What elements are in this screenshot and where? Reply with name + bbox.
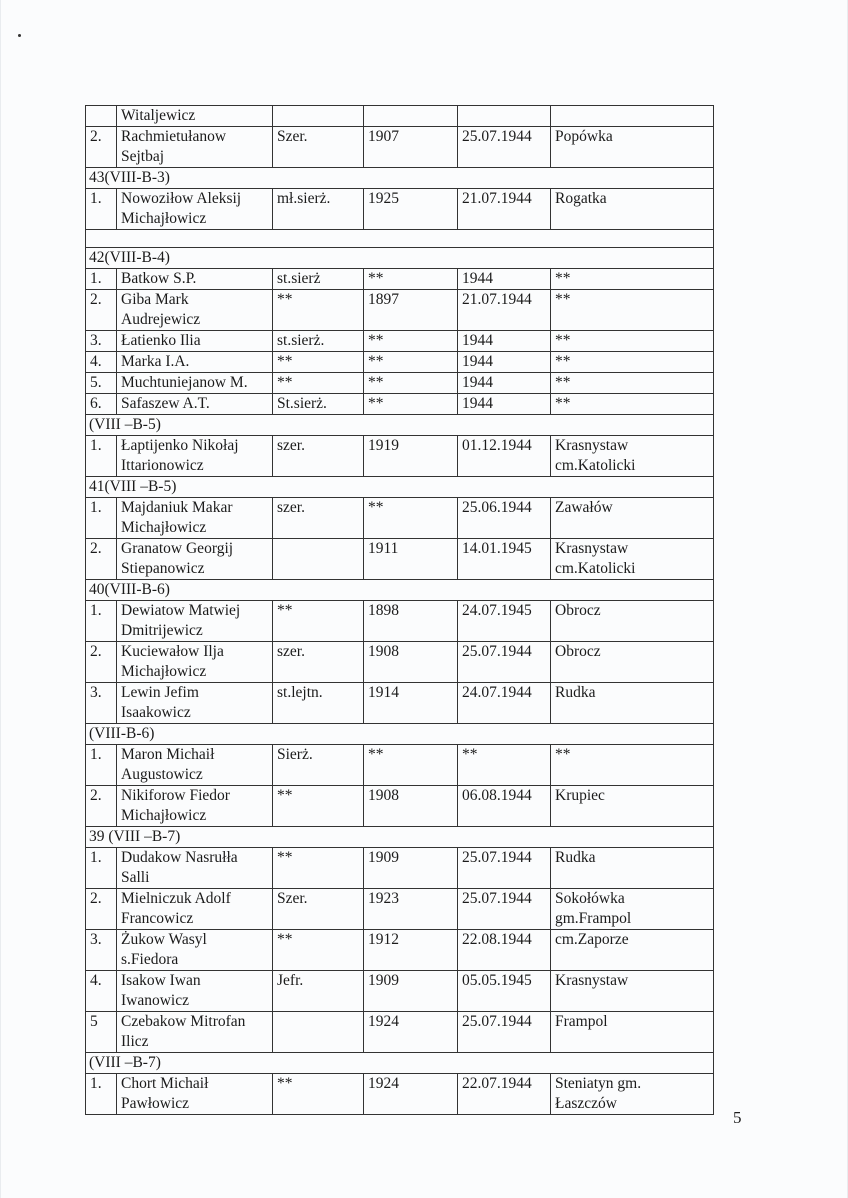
register-body xyxy=(86,106,714,1115)
place-line: cm.Katolicki xyxy=(555,457,636,474)
place-line: Krasnystaw xyxy=(555,540,629,557)
register-row xyxy=(86,269,714,290)
place-line: ** xyxy=(555,395,571,412)
death-date: 25.07.1944 xyxy=(458,127,551,168)
birth-year: 1897 xyxy=(364,290,458,331)
register-row xyxy=(86,436,714,477)
register-row xyxy=(86,352,714,373)
name-line: Łaptijenko Nikołaj xyxy=(121,437,239,454)
birth-year: 1919 xyxy=(364,436,458,477)
death-date: 25.06.1944 xyxy=(458,498,551,539)
birth-year: 1909 xyxy=(364,971,458,1012)
burial-place xyxy=(551,683,714,724)
register-row xyxy=(86,394,714,415)
name-line: Majdaniuk Makar xyxy=(121,499,233,516)
register-row xyxy=(86,642,714,683)
place-line: Rogatka xyxy=(555,190,607,207)
death-date: 1944 xyxy=(458,373,551,394)
place-line: Rudka xyxy=(555,849,596,866)
soldier-name xyxy=(117,1074,273,1115)
register-row xyxy=(86,539,714,580)
death-date: 1944 xyxy=(458,394,551,415)
name-line: Chort Michaił xyxy=(121,1075,209,1092)
place-line: ** xyxy=(555,746,571,763)
military-rank: Szer. xyxy=(273,127,364,168)
place-line: Sokołówka xyxy=(555,890,625,907)
name-line: s.Fiedora xyxy=(121,951,179,968)
place-line: ** xyxy=(555,353,571,370)
name-line: Safaszew A.T. xyxy=(121,395,210,412)
place-line: gm.Frampol xyxy=(555,910,632,927)
military-rank: mł.sierż. xyxy=(273,189,364,230)
row-number: 1. xyxy=(86,745,117,786)
death-date: 1944 xyxy=(458,331,551,352)
soldier-name xyxy=(117,331,273,352)
burial-place xyxy=(551,1012,714,1053)
burial-place xyxy=(551,189,714,230)
birth-year: 1909 xyxy=(364,848,458,889)
place-line: ** xyxy=(555,270,571,287)
birth-year: 1911 xyxy=(364,539,458,580)
name-line: Żukow Wasyl xyxy=(121,931,207,948)
soldier-name xyxy=(117,290,273,331)
birth-year: ** xyxy=(364,331,458,352)
name-line: Stiepanowicz xyxy=(121,560,205,577)
birth-year: 1898 xyxy=(364,601,458,642)
place-line: Steniatyn gm. xyxy=(555,1075,642,1092)
death-date: 24.07.1945 xyxy=(458,601,551,642)
soldier-name xyxy=(117,848,273,889)
row-number: 4. xyxy=(86,352,117,373)
military-rank: ** xyxy=(273,1074,364,1115)
death-date: 21.07.1944 xyxy=(458,189,551,230)
soldier-name xyxy=(117,106,273,127)
burial-place xyxy=(551,436,714,477)
place-line: Krasnystaw xyxy=(555,437,629,454)
burial-place xyxy=(551,373,714,394)
register-row xyxy=(86,930,714,971)
burial-place xyxy=(551,745,714,786)
name-line: Czebakow Mitrofan xyxy=(121,1013,246,1030)
row-number: 2. xyxy=(86,539,117,580)
row-number: 2. xyxy=(86,290,117,331)
name-line: Nowoziłow Aleksij xyxy=(121,190,242,207)
death-date: 1944 xyxy=(458,352,551,373)
register-row xyxy=(86,786,714,827)
name-line: Dudakow Nasrułła xyxy=(121,849,238,866)
military-rank: ** xyxy=(273,601,364,642)
soldier-name xyxy=(117,683,273,724)
name-line: Ilicz xyxy=(121,1033,149,1050)
name-line: Michajłowicz xyxy=(121,663,207,680)
register-row xyxy=(86,1074,714,1115)
row-number: 5. xyxy=(86,373,117,394)
name-line: Kuciewałow Ilja xyxy=(121,643,224,660)
soldier-name xyxy=(117,352,273,373)
register-row xyxy=(86,106,714,127)
name-line: Maron Michaił xyxy=(121,746,215,763)
death-date: 05.05.1945 xyxy=(458,971,551,1012)
section-header-row xyxy=(86,827,714,848)
birth-year: ** xyxy=(364,394,458,415)
birth-year: 1924 xyxy=(364,1074,458,1115)
row-number: 1. xyxy=(86,269,117,290)
place-line: Obrocz xyxy=(555,602,601,619)
death-date: 1944 xyxy=(458,269,551,290)
birth-year xyxy=(364,106,458,127)
soldier-name xyxy=(117,930,273,971)
register-row xyxy=(86,601,714,642)
name-line: Marka I.A. xyxy=(121,353,190,370)
burial-place xyxy=(551,642,714,683)
soldier-name xyxy=(117,394,273,415)
place-line: Frampol xyxy=(555,1013,608,1030)
military-rank: szer. xyxy=(273,642,364,683)
name-line: Salli xyxy=(121,869,150,886)
military-rank: Sierż. xyxy=(273,745,364,786)
military-rank: ** xyxy=(273,786,364,827)
birth-year: 1908 xyxy=(364,642,458,683)
name-line: Francowicz xyxy=(121,910,194,927)
military-rank xyxy=(273,1012,364,1053)
row-number: 2. xyxy=(86,642,117,683)
name-line: Michajłowicz xyxy=(121,519,207,536)
row-number xyxy=(86,106,117,127)
place-line: Popówka xyxy=(555,128,613,145)
burial-place xyxy=(551,601,714,642)
row-number: 1. xyxy=(86,1074,117,1115)
section-header-row xyxy=(86,724,714,745)
death-date: 22.07.1944 xyxy=(458,1074,551,1115)
section-label: 42(VIII-B-4) xyxy=(86,248,714,269)
soldier-name xyxy=(117,498,273,539)
birth-year: ** xyxy=(364,498,458,539)
birth-year: 1908 xyxy=(364,786,458,827)
section-header-row xyxy=(86,168,714,189)
name-line: Rachmietułanow xyxy=(121,128,227,145)
burial-place xyxy=(551,106,714,127)
death-date: 21.07.1944 xyxy=(458,290,551,331)
section-label: (VIII-B-6) xyxy=(86,724,714,745)
row-number: 1. xyxy=(86,436,117,477)
name-line: Dewiatow Matwiej xyxy=(121,602,241,619)
row-number: 2. xyxy=(86,127,117,168)
row-number: 3. xyxy=(86,331,117,352)
place-line: cm.Zaporze xyxy=(555,931,629,948)
place-line: Krasnystaw xyxy=(555,972,629,989)
place-line: Rudka xyxy=(555,684,596,701)
section-label: 40(VIII-B-6) xyxy=(86,580,714,601)
soldier-name xyxy=(117,373,273,394)
military-rank: ** xyxy=(273,848,364,889)
burial-place xyxy=(551,971,714,1012)
military-rank: ** xyxy=(273,930,364,971)
row-number: 1. xyxy=(86,848,117,889)
place-line: Łaszczów xyxy=(555,1095,617,1112)
section-header-row xyxy=(86,1053,714,1074)
name-line: Nikiforow Fiedor xyxy=(121,787,230,804)
row-number: 1. xyxy=(86,189,117,230)
burial-place xyxy=(551,269,714,290)
death-date: 01.12.1944 xyxy=(458,436,551,477)
burial-place xyxy=(551,930,714,971)
register-row xyxy=(86,683,714,724)
military-rank xyxy=(273,106,364,127)
row-number: 4. xyxy=(86,971,117,1012)
soldier-name xyxy=(117,889,273,930)
birth-year: 1925 xyxy=(364,189,458,230)
row-number: 6. xyxy=(86,394,117,415)
death-date: 25.07.1944 xyxy=(458,642,551,683)
name-line: Łatienko Ilia xyxy=(121,332,201,349)
military-rank: st.sierż. xyxy=(273,331,364,352)
page-number: 5 xyxy=(733,1108,742,1127)
death-date: ** xyxy=(458,745,551,786)
burial-place xyxy=(551,331,714,352)
military-rank: Szer. xyxy=(273,889,364,930)
soldier-name xyxy=(117,539,273,580)
military-rank: Jefr. xyxy=(273,971,364,1012)
name-line: Dmitrijewicz xyxy=(121,622,203,639)
death-date: 25.07.1944 xyxy=(458,848,551,889)
register-row xyxy=(86,971,714,1012)
name-line: Muchtuniejanow M. xyxy=(121,374,248,391)
military-rank: st.sierż xyxy=(273,269,364,290)
military-rank: szer. xyxy=(273,498,364,539)
register-row xyxy=(86,848,714,889)
military-rank: st.lejtn. xyxy=(273,683,364,724)
soldier-name xyxy=(117,971,273,1012)
soldier-name xyxy=(117,436,273,477)
burial-place xyxy=(551,498,714,539)
row-number: 5 xyxy=(86,1012,117,1053)
row-number: 1. xyxy=(86,601,117,642)
burial-register-table xyxy=(85,105,714,1115)
row-number: 1. xyxy=(86,498,117,539)
military-rank: ** xyxy=(273,373,364,394)
section-label: 41(VIII –B-5) xyxy=(86,477,714,498)
section-header-row xyxy=(86,580,714,601)
register-row xyxy=(86,290,714,331)
name-line: Witaljewicz xyxy=(121,107,196,124)
military-rank: St.sierż. xyxy=(273,394,364,415)
name-line: Granatow Georgij xyxy=(121,540,234,557)
birth-year: ** xyxy=(364,269,458,290)
row-number: 2. xyxy=(86,786,117,827)
section-label: (VIII –B-5) xyxy=(86,415,714,436)
soldier-name xyxy=(117,189,273,230)
burial-place xyxy=(551,539,714,580)
blank-row xyxy=(86,230,714,248)
name-line: Mielniczuk Adolf xyxy=(121,890,231,907)
place-line: ** xyxy=(555,332,571,349)
place-line: ** xyxy=(555,291,571,308)
name-line: Michajłowicz xyxy=(121,807,207,824)
name-line: Lewin Jefim xyxy=(121,684,199,701)
blank-cell xyxy=(86,230,714,248)
name-line: Pawłowicz xyxy=(121,1095,190,1112)
soldier-name xyxy=(117,786,273,827)
birth-year: ** xyxy=(364,373,458,394)
row-number: 2. xyxy=(86,889,117,930)
name-line: Sejtbaj xyxy=(121,148,165,165)
name-line: Ittarionowicz xyxy=(121,457,204,474)
military-rank: ** xyxy=(273,352,364,373)
name-line: Iwanowicz xyxy=(121,992,189,1009)
register-row xyxy=(86,745,714,786)
burial-place xyxy=(551,848,714,889)
register-row xyxy=(86,889,714,930)
birth-year: 1912 xyxy=(364,930,458,971)
place-line: Krupiec xyxy=(555,787,605,804)
name-line: Audrejewicz xyxy=(121,311,201,328)
birth-year: 1923 xyxy=(364,889,458,930)
register-row xyxy=(86,373,714,394)
soldier-name xyxy=(117,127,273,168)
name-line: Batkow S.P. xyxy=(121,270,197,287)
scan-speck xyxy=(18,34,21,37)
section-label: 39 (VIII –B-7) xyxy=(86,827,714,848)
soldier-name xyxy=(117,1012,273,1053)
soldier-name xyxy=(117,601,273,642)
death-date: 24.07.1944 xyxy=(458,683,551,724)
register-row xyxy=(86,127,714,168)
birth-year: 1924 xyxy=(364,1012,458,1053)
name-line: Isakow Iwan xyxy=(121,972,201,989)
place-line: Zawałów xyxy=(555,499,613,516)
soldier-name xyxy=(117,642,273,683)
military-rank: szer. xyxy=(273,436,364,477)
section-header-row xyxy=(86,477,714,498)
birth-year: 1907 xyxy=(364,127,458,168)
birth-year: 1914 xyxy=(364,683,458,724)
burial-place xyxy=(551,889,714,930)
death-date: 25.07.1944 xyxy=(458,1012,551,1053)
death-date: 22.08.1944 xyxy=(458,930,551,971)
burial-place xyxy=(551,290,714,331)
burial-place xyxy=(551,394,714,415)
military-rank: ** xyxy=(273,290,364,331)
row-number: 3. xyxy=(86,930,117,971)
burial-place xyxy=(551,786,714,827)
burial-place xyxy=(551,1074,714,1115)
military-rank xyxy=(273,539,364,580)
register-row xyxy=(86,1012,714,1053)
death-date: 14.01.1945 xyxy=(458,539,551,580)
register-row xyxy=(86,331,714,352)
soldier-name xyxy=(117,269,273,290)
place-line: Obrocz xyxy=(555,643,601,660)
section-header-row xyxy=(86,415,714,436)
death-date xyxy=(458,106,551,127)
name-line: Augustowicz xyxy=(121,766,203,783)
section-label: (VIII –B-7) xyxy=(86,1053,714,1074)
soldier-name xyxy=(117,745,273,786)
death-date: 25.07.1944 xyxy=(458,889,551,930)
burial-place xyxy=(551,352,714,373)
row-number: 3. xyxy=(86,683,117,724)
birth-year: ** xyxy=(364,745,458,786)
burial-place xyxy=(551,127,714,168)
name-line: Isaakowicz xyxy=(121,704,191,721)
birth-year: ** xyxy=(364,352,458,373)
place-line: ** xyxy=(555,374,571,391)
place-line: cm.Katolicki xyxy=(555,560,636,577)
register-row xyxy=(86,189,714,230)
register-row xyxy=(86,498,714,539)
section-header-row xyxy=(86,248,714,269)
name-line: Michajłowicz xyxy=(121,210,207,227)
section-label: 43(VIII-B-3) xyxy=(86,168,714,189)
name-line: Giba Mark xyxy=(121,291,189,308)
death-date: 06.08.1944 xyxy=(458,786,551,827)
